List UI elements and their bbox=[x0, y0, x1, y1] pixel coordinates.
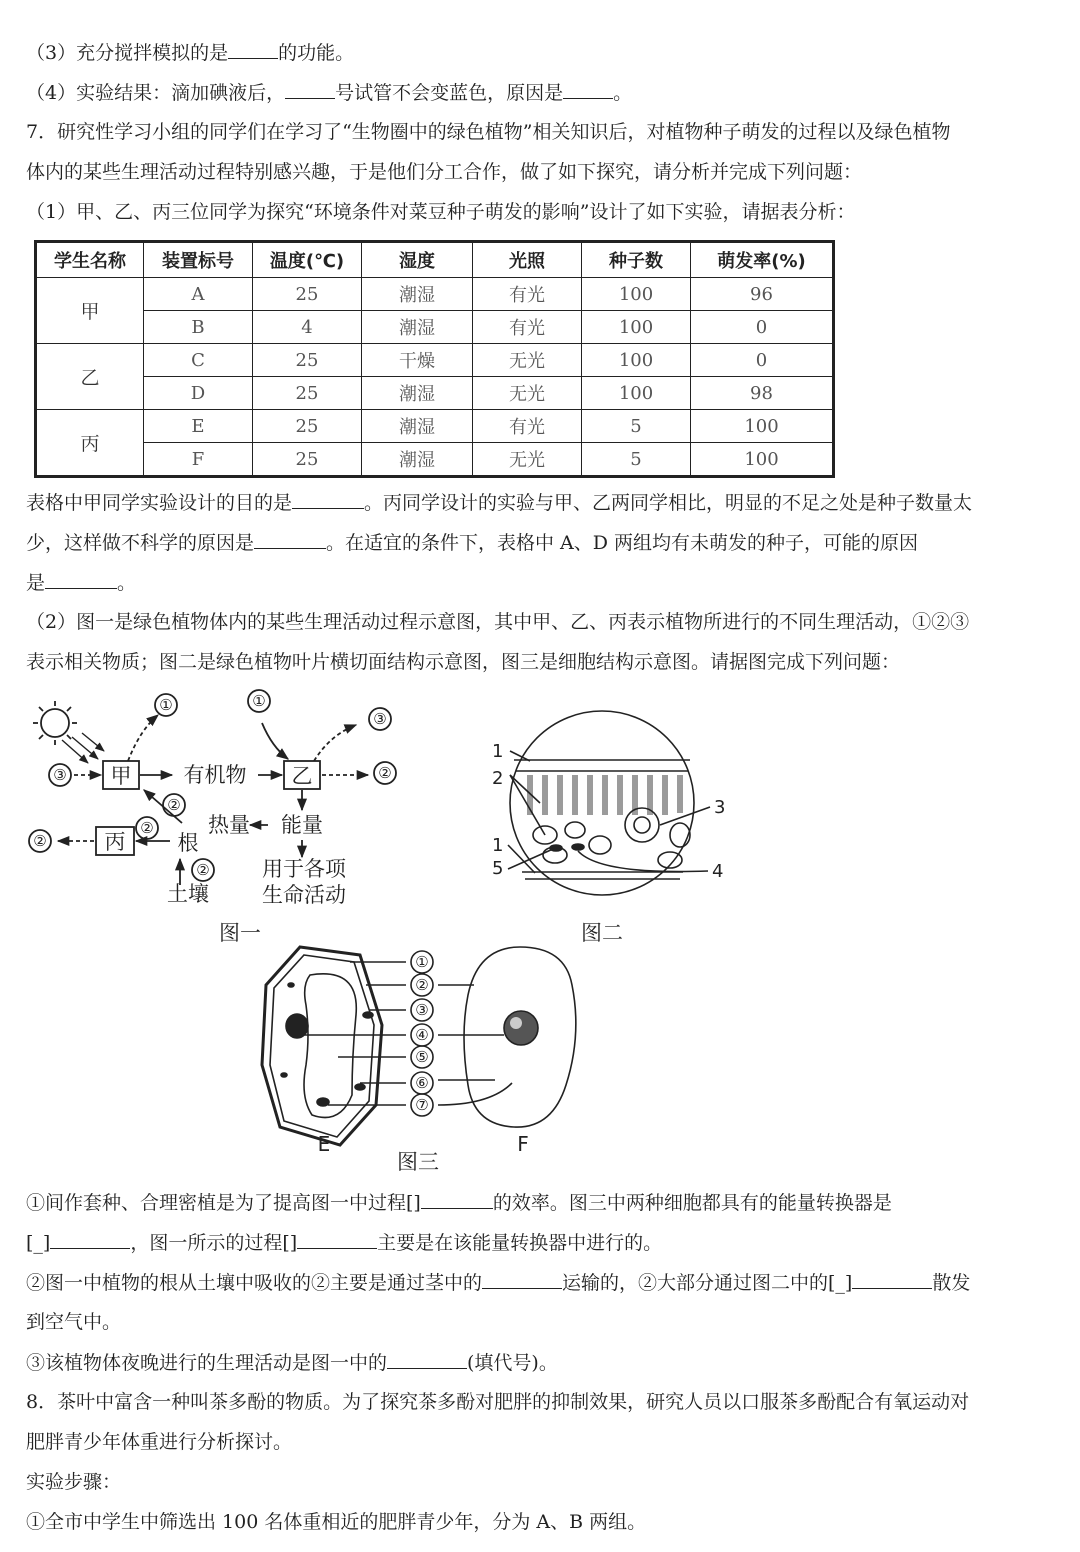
q7-part1-intro: （1）甲、乙、丙三位同学为探究“环境条件对菜豆种子萌发的影响”设计了如下实验，请据表分析： bbox=[26, 201, 856, 223]
label-2: ② bbox=[196, 861, 210, 879]
table-cell: 100 bbox=[691, 443, 834, 477]
plant-cell-E bbox=[262, 947, 382, 1145]
figure-2-caption: 图二 bbox=[581, 921, 623, 945]
leaf-label-1: 1 bbox=[492, 741, 504, 762]
table-cell: 4 bbox=[253, 311, 362, 344]
answer-blank bbox=[852, 1270, 932, 1289]
table-cell: 潮湿 bbox=[362, 410, 473, 443]
table-cell: 潮湿 bbox=[362, 377, 473, 410]
table-row bbox=[36, 344, 834, 377]
leaf-label-2: 2 bbox=[492, 768, 504, 789]
header-device: 装置标号 bbox=[144, 242, 253, 278]
answer-blank bbox=[563, 80, 613, 99]
q7-intro-line2: 体内的某些生理活动过程特别感兴趣，于是他们分工合作，做了如下探究，请分析并完成下列问题： bbox=[26, 161, 863, 183]
table-cell: 100 bbox=[691, 410, 834, 443]
table-row bbox=[36, 443, 834, 477]
cell-label-1: ① bbox=[415, 953, 429, 971]
cell-label-3: ③ bbox=[415, 1001, 429, 1019]
experiment-table bbox=[34, 240, 835, 478]
label-2: ② bbox=[167, 796, 181, 814]
label-1: ① bbox=[159, 696, 173, 714]
q6-part4: （4）实验结果：滴加碘液后， 号试管不会变蓝色，原因是 。 bbox=[26, 82, 633, 104]
soil-label: 土壤 bbox=[167, 882, 209, 906]
q8-steps-heading: 实验步骤： bbox=[26, 1471, 122, 1493]
sub-question-2b: 到空气中。 bbox=[26, 1311, 122, 1333]
use-label-line1: 用于各项 bbox=[262, 857, 346, 881]
table-cell: 0 bbox=[691, 344, 834, 377]
table-cell: 有光 bbox=[473, 311, 582, 344]
table-cell: 25 bbox=[253, 410, 362, 443]
table-cell: 100 bbox=[582, 278, 691, 311]
answer-blank bbox=[285, 80, 335, 99]
table-cell: 100 bbox=[582, 377, 691, 410]
cell-label-6: ⑥ bbox=[415, 1074, 429, 1092]
table-row bbox=[36, 311, 834, 344]
table-cell: 潮湿 bbox=[362, 311, 473, 344]
use-label-line2: 生命活动 bbox=[262, 883, 346, 907]
answer-blank bbox=[387, 1350, 467, 1369]
table-cell: 100 bbox=[582, 344, 691, 377]
answer-blank bbox=[292, 490, 364, 509]
figure-2-leaf-cross-section bbox=[508, 711, 710, 895]
vein bbox=[625, 808, 659, 842]
q8-line1: 8．茶叶中富含一种叫茶多酚的物质。为了探究茶多酚对肥胖的抑制效果，研究人员以口服茶多酚配合有氧运动对 bbox=[26, 1391, 970, 1413]
table-cell: 5 bbox=[582, 443, 691, 477]
table-cell: D bbox=[144, 377, 253, 410]
table-cell: F bbox=[144, 443, 253, 477]
q7-intro-line1: 7．研究性学习小组的同学们在学习了“生物圈中的绿色植物”相关知识后，对植物种子萌发的过程以及绿色植物 bbox=[26, 121, 951, 143]
answer-blank bbox=[254, 530, 326, 549]
answer-blank bbox=[421, 1190, 493, 1209]
table-cell: A bbox=[144, 278, 253, 311]
sub-question-2a: ②图一中植物的根从土壤中吸收的②主要是通过茎中的 运输的，②大部分通过图二中的[_] 散发 bbox=[26, 1272, 971, 1294]
q7-part1-text1: 表格中甲同学实验设计的目的是 。丙同学设计的实验与甲、乙两同学相比，明显的不足之处是种子数量太 bbox=[26, 492, 973, 514]
table-cell: 有光 bbox=[473, 410, 582, 443]
leaf-label-4: 4 bbox=[712, 861, 724, 882]
q8-line2: 肥胖青少年体重进行分析探讨。 bbox=[26, 1431, 293, 1453]
table-cell: 5 bbox=[582, 410, 691, 443]
table-cell: 潮湿 bbox=[362, 278, 473, 311]
leaf-label-5: 5 bbox=[492, 858, 504, 879]
cell-label-7: ⑦ bbox=[415, 1096, 429, 1114]
q7-part1-text2: 少，这样做不科学的原因是 。在适宜的条件下，表格中 A、D 两组均有未萌发的种子，可能的原因 bbox=[26, 532, 919, 554]
label-2: ② bbox=[140, 819, 154, 837]
label-2: ② bbox=[378, 764, 392, 782]
figure-3-caption: 图三 bbox=[397, 1150, 439, 1174]
sun-icon bbox=[33, 701, 77, 745]
organic-matter-label: 有机物 bbox=[183, 763, 247, 787]
figure-1-process-diagram bbox=[29, 690, 396, 885]
table-cell: 100 bbox=[582, 311, 691, 344]
heat-label: 热量 bbox=[208, 813, 250, 837]
nucleus-F bbox=[504, 1011, 538, 1045]
cell-label-5: ⑤ bbox=[415, 1048, 429, 1066]
header-seed-count: 种子数 bbox=[582, 242, 691, 278]
q8-step1: ①全市中学生中筛选出 100 名体重相近的肥胖青少年，分为 A、B 两组。 bbox=[26, 1511, 647, 1533]
process-jia: 甲 bbox=[110, 764, 132, 788]
root-label: 根 bbox=[177, 831, 199, 855]
table-header-row bbox=[36, 242, 834, 278]
header-humidity: 湿度 bbox=[362, 242, 473, 278]
student-cell: 乙 bbox=[36, 344, 144, 410]
table-cell: 25 bbox=[253, 377, 362, 410]
table-cell: 无光 bbox=[473, 377, 582, 410]
answer-blank bbox=[45, 570, 117, 589]
table-cell: 无光 bbox=[473, 344, 582, 377]
table-cell: 无光 bbox=[473, 443, 582, 477]
table-cell: 96 bbox=[691, 278, 834, 311]
answer-blank bbox=[50, 1230, 130, 1249]
table-cell: 0 bbox=[691, 311, 834, 344]
header-temperature: 温度(℃) bbox=[253, 242, 362, 278]
q6-part3: （3）充分搅拌模拟的是 的功能。 bbox=[26, 42, 355, 64]
table-cell: B bbox=[144, 311, 253, 344]
q7-part1-text3: 是 。 bbox=[26, 572, 137, 594]
cell-F-label: F bbox=[517, 1132, 529, 1156]
leaf-label-1-lower: 1 bbox=[492, 835, 504, 856]
label-3: ③ bbox=[373, 710, 387, 728]
label-3: ③ bbox=[53, 766, 67, 784]
figure-1-caption: 图一 bbox=[219, 921, 261, 945]
figures-area bbox=[0, 685, 1080, 1185]
table-cell: E bbox=[144, 410, 253, 443]
table-cell: 潮湿 bbox=[362, 443, 473, 477]
cell-label-4: ④ bbox=[415, 1026, 429, 1044]
sub-question-3: ③该植物体夜晚进行的生理活动是图一中的 (填代号)。 bbox=[26, 1352, 558, 1374]
table-row bbox=[36, 377, 834, 410]
cell-label-2: ② bbox=[415, 976, 429, 994]
energy-label: 能量 bbox=[281, 813, 323, 837]
answer-blank bbox=[482, 1270, 562, 1289]
table-cell: C bbox=[144, 344, 253, 377]
table-cell: 98 bbox=[691, 377, 834, 410]
table-row bbox=[36, 410, 834, 443]
sub-question-1a: ①间作套种、合理密植是为了提高图一中过程[] 的效率。图三中两种细胞都具有的能量转换器是 bbox=[26, 1192, 892, 1214]
q7-part2-intro1: （2）图一是绿色植物体内的某些生理活动过程示意图，其中甲、乙、丙表示植物所进行的不同生理活动，①②③ bbox=[26, 611, 970, 633]
leaf-label-3: 3 bbox=[714, 797, 726, 818]
table-cell: 25 bbox=[253, 344, 362, 377]
answer-blank bbox=[297, 1230, 377, 1249]
table-cell: 干燥 bbox=[362, 344, 473, 377]
process-bing: 丙 bbox=[104, 830, 126, 854]
header-light: 光照 bbox=[473, 242, 582, 278]
answer-blank bbox=[228, 40, 278, 59]
student-cell: 丙 bbox=[36, 410, 144, 477]
table-cell: 25 bbox=[253, 278, 362, 311]
header-student: 学生名称 bbox=[36, 242, 144, 278]
sub-question-1b: [_] ，图一所示的过程[] 主要是在该能量转换器中进行的。 bbox=[26, 1232, 663, 1254]
table-row bbox=[36, 278, 834, 311]
header-germination-rate: 萌发率(%) bbox=[691, 242, 834, 278]
label-2: ② bbox=[33, 832, 47, 850]
student-cell: 甲 bbox=[36, 278, 144, 344]
table-cell: 有光 bbox=[473, 278, 582, 311]
process-yi: 乙 bbox=[291, 764, 313, 788]
q7-part2-intro2: 表示相关物质；图二是绿色植物叶片横切面结构示意图，图三是细胞结构示意图。请据图完成下列问题： bbox=[26, 651, 901, 673]
cell-E-label: E bbox=[317, 1132, 331, 1156]
table-cell: 25 bbox=[253, 443, 362, 477]
label-1: ① bbox=[252, 692, 266, 710]
